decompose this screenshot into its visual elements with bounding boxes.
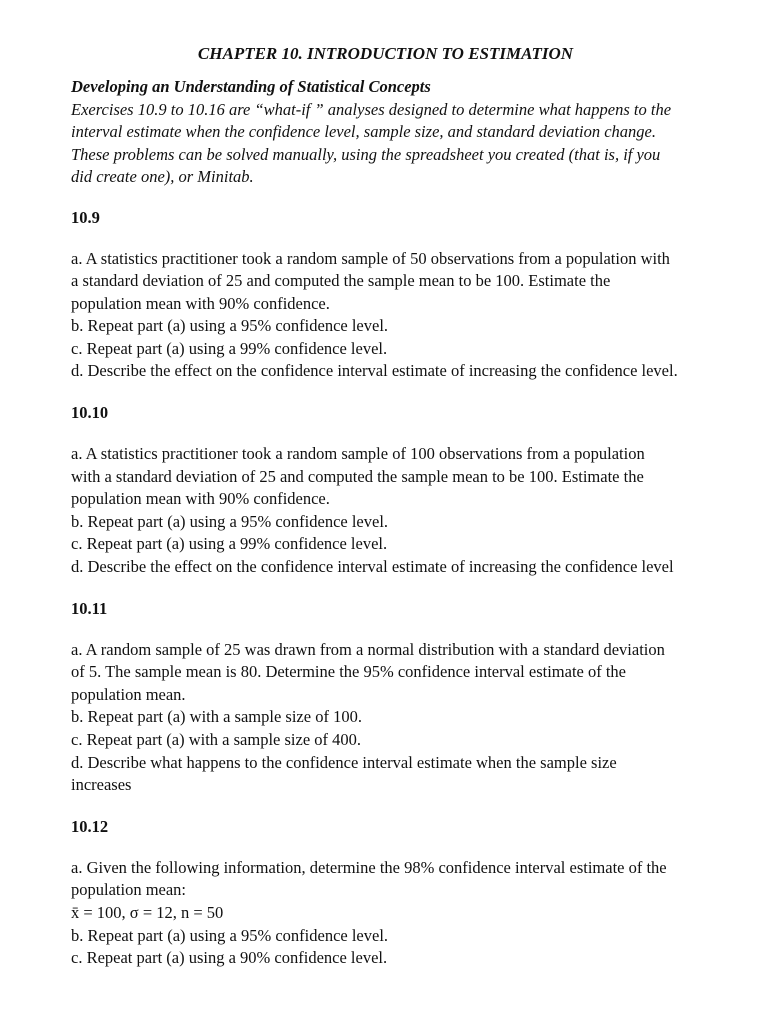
intro-section: [71, 76, 718, 189]
exercise-line: d. Describe the effect on the confidence interval estimate of increasing the confidence level.: [71, 361, 678, 381]
exercise-body: [71, 857, 718, 970]
exercise-10-11: [71, 598, 718, 797]
exercise-10-12: [71, 816, 718, 970]
exercise-10-10: [71, 402, 718, 579]
exercise-line: a. A statistics practitioner took a random sample of 50 observations from a population with: [71, 248, 670, 268]
exercise-number: 10.10: [71, 403, 109, 423]
exercise-body: [71, 639, 718, 797]
exercise-line: x̄ = 100, σ = 12, n = 50: [71, 902, 224, 922]
intro-line: did create one), or Minitab.: [71, 167, 254, 186]
exercise-line: c. Repeat part (a) using a 99% confidence level.: [71, 534, 388, 554]
exercise-line: population mean.: [71, 684, 186, 704]
exercise-line: of 5. The sample mean is 80. Determine the 95% confidence interval estimate of the: [71, 662, 627, 682]
exercise-number: 10.11: [71, 598, 108, 618]
exercise-10-9: [71, 207, 718, 384]
exercise-line: c. Repeat part (a) using a 99% confidence level.: [71, 338, 388, 358]
exercise-line: b. Repeat part (a) using a 95% confidence level.: [71, 316, 389, 336]
exercise-line: a. A statistics practitioner took a random sample of 100 observations from a population: [71, 444, 645, 464]
exercise-line: a. Given the following information, determine the 98% confidence interval estimate of the: [71, 857, 667, 877]
exercise-line: population mean with 90% confidence.: [71, 293, 330, 313]
intro-line: Exercises 10.9 to 10.16 are “what-if ” analyses designed to determine what happens to the: [71, 99, 672, 119]
exercise-line: b. Repeat part (a) using a 95% confidence level.: [71, 925, 389, 945]
exercise-line: a standard deviation of 25 and computed the sample mean to be 100. Estimate the: [71, 271, 611, 291]
exercise-line: b. Repeat part (a) using a 95% confidence level.: [71, 511, 389, 531]
exercise-line: d. Describe what happens to the confidence interval estimate when the sample size: [71, 752, 617, 772]
exercise-line: b. Repeat part (a) with a sample size of 100.: [71, 707, 362, 727]
exercise-number: 10.9: [71, 207, 100, 227]
chapter-title: CHAPTER 10. INTRODUCTION TO ESTIMATION: [197, 44, 574, 63]
exercise-body: [71, 443, 718, 579]
exercise-line: with a standard deviation of 25 and computed the sample mean to be 100. Estimate the: [71, 466, 644, 486]
exercise-line: increases: [71, 775, 132, 795]
intro-text: [71, 99, 718, 189]
exercise-line: population mean with 90% confidence.: [71, 489, 330, 509]
intro-line: interval estimate when the confidence level, sample size, and standard deviation change.: [71, 122, 657, 141]
exercise-line: population mean:: [71, 880, 187, 900]
intro-heading: Developing an Understanding of Statistical Concepts: [71, 77, 431, 96]
exercise-line: a. A random sample of 25 was drawn from a normal distribution with a standard deviation: [71, 639, 665, 659]
exercise-line: d. Describe the effect on the confidence interval estimate of increasing the confidence level: [71, 557, 674, 577]
exercise-body: [71, 248, 718, 384]
exercise-line: c. Repeat part (a) with a sample size of 400.: [71, 730, 362, 749]
exercise-number: 10.12: [71, 816, 109, 836]
intro-line: These problems can be solved manually, using the spreadsheet you created (that is, if you: [71, 144, 661, 164]
exercise-line: c. Repeat part (a) using a 90% confidence level.: [71, 948, 388, 968]
